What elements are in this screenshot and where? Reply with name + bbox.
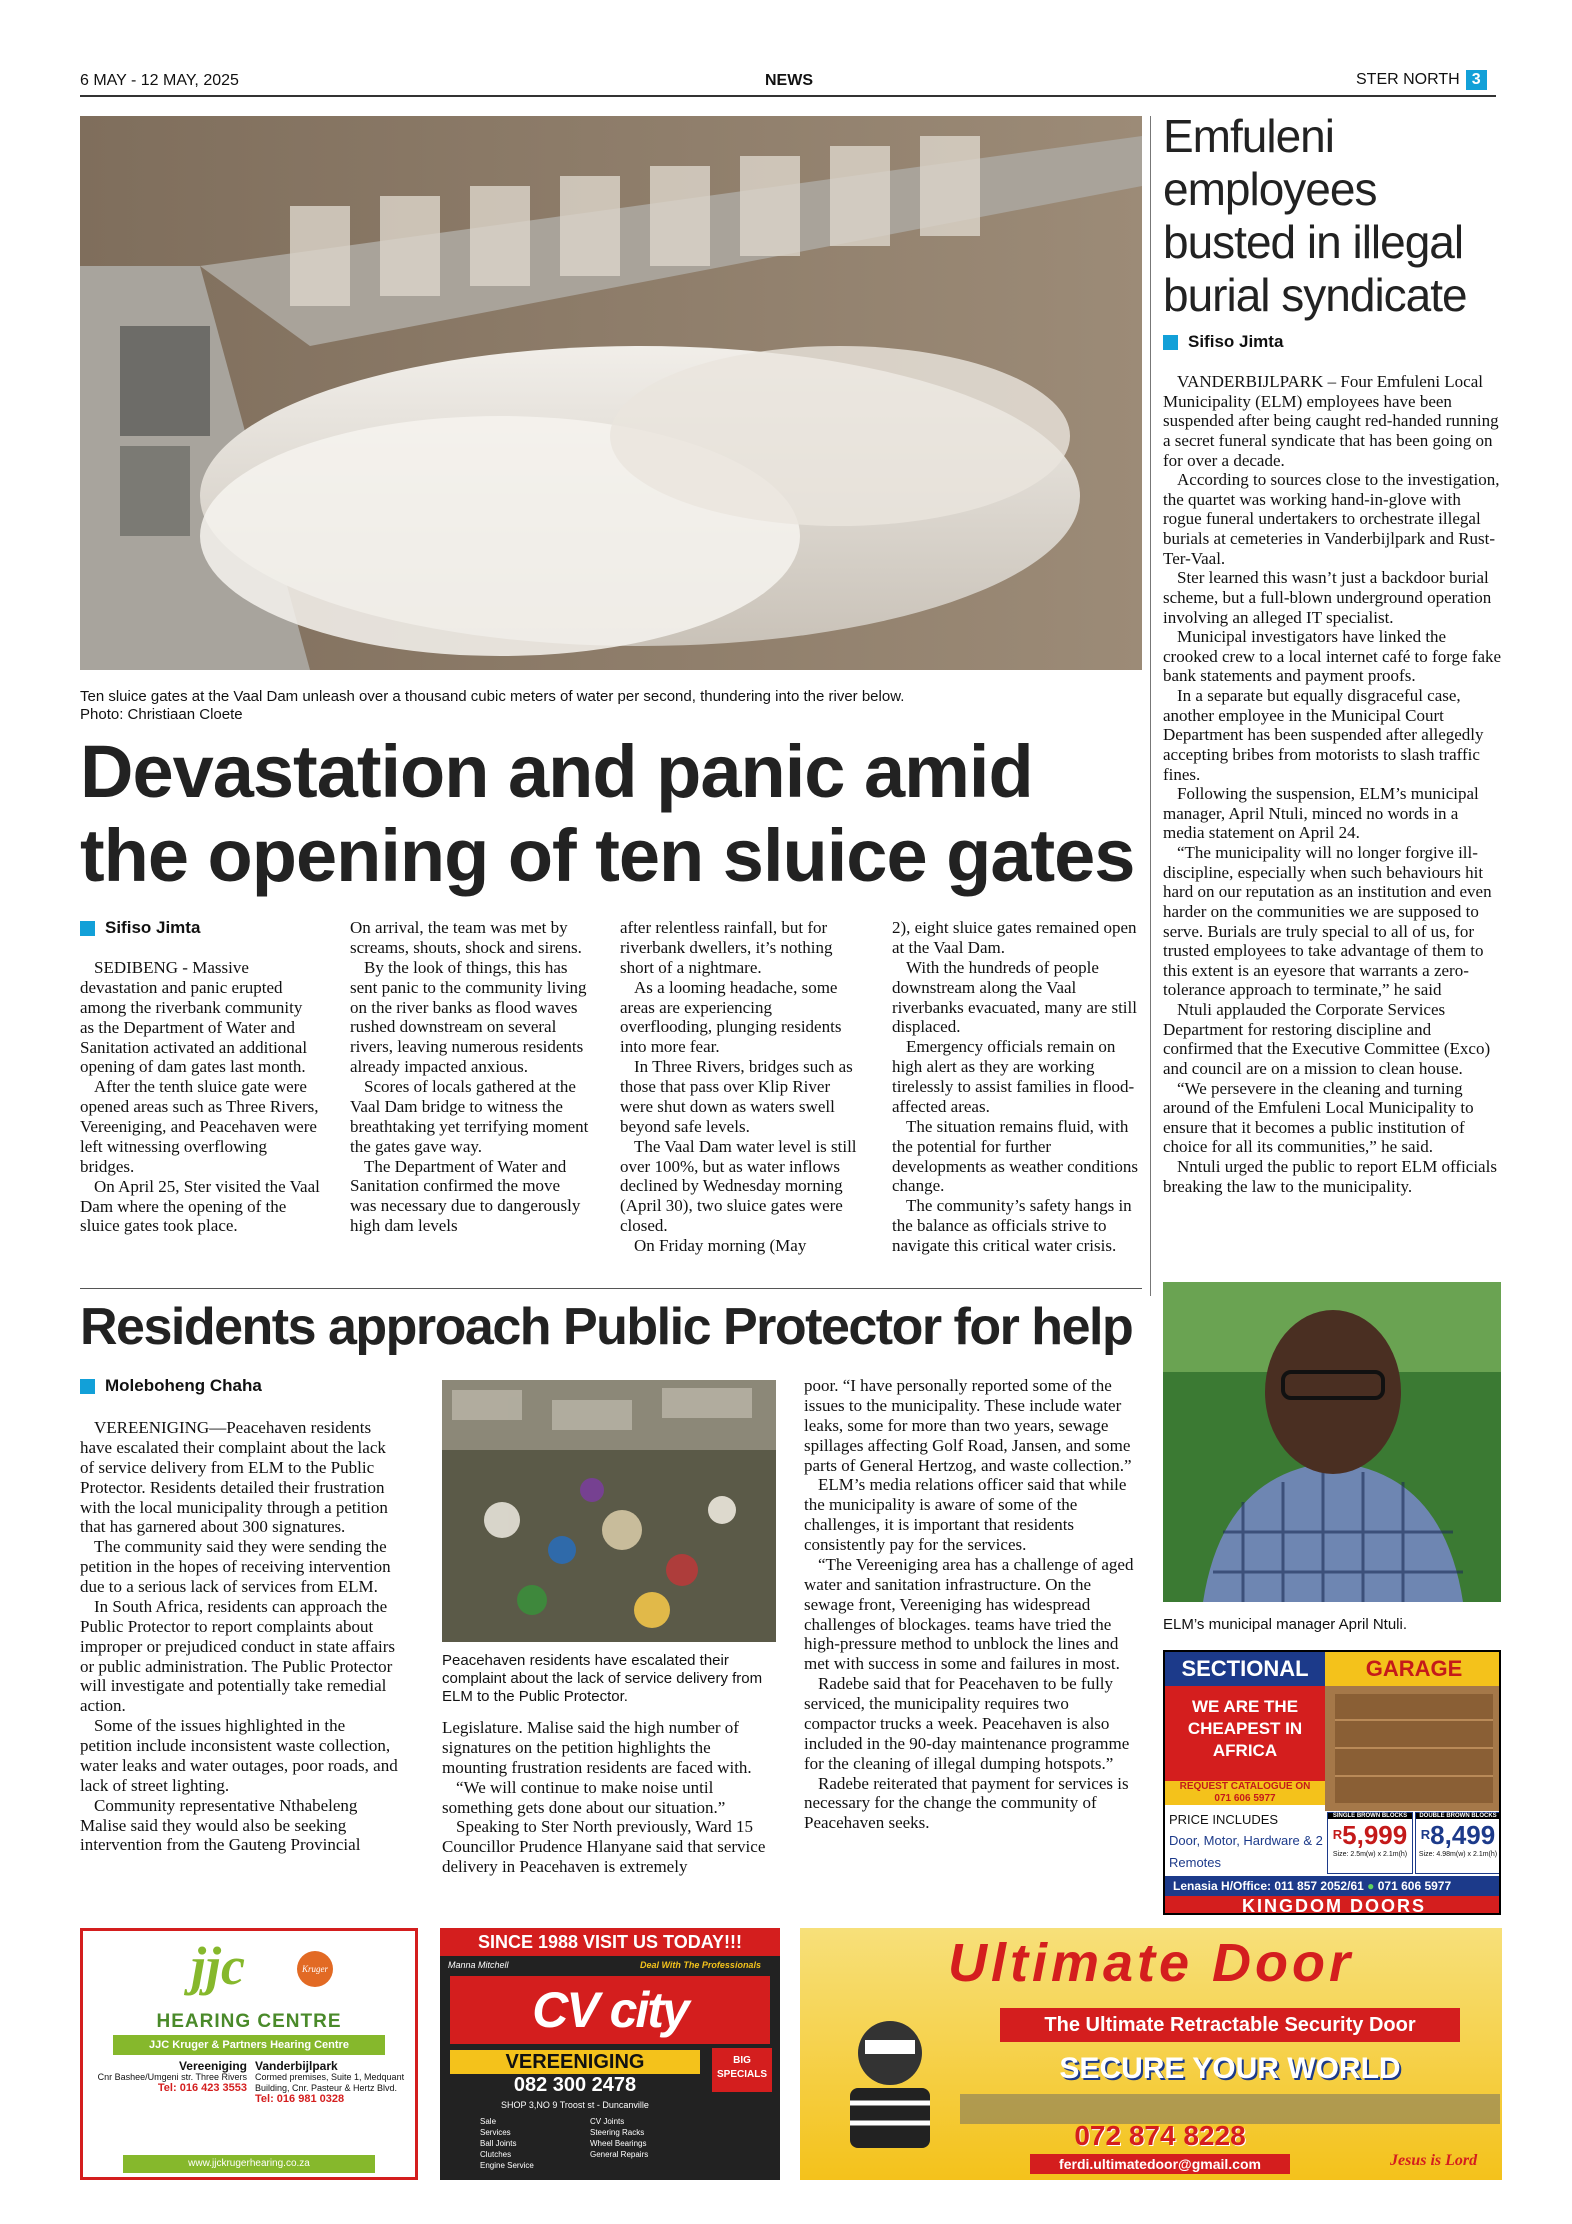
jjc-tel-1: Tel: 016 423 3553 [157, 2082, 247, 2094]
currency-symbol: R [1420, 1827, 1431, 1842]
page-number: 3 [1466, 70, 1487, 90]
cv-banner: SINCE 1988 VISIT US TODAY!!! [440, 1928, 780, 1956]
ultimate-motto: Jesus is Lord [1390, 2152, 1478, 2169]
paragraph: Ntuli applauded the Corporate Services Department for restoring discipline and confirmed that the Executive Committee (Exco) and council are on a mission to clean house. [1163, 1000, 1491, 1078]
paragraph: Ster learned this wasn’t just a backdoor burial scheme, but a full-blown underground operation involving an alleged IT specialist. [1163, 568, 1492, 627]
second-headline: Residents approach Public Protector for help [80, 1298, 1133, 1356]
office-phone: Lenasia H/Office: 011 857 2052/61 [1173, 1879, 1364, 1893]
paragraph: VANDERBIJLPARK – Four Emfuleni Local Municipality (ELM) employees have been suspended after being caught red-handed running a secret funeral syndicate that has been going on for over a decade. [1163, 372, 1499, 470]
cv-phone: 082 300 2478 [513, 2074, 637, 2096]
cv-deal: Deal With The Professionals [640, 1960, 761, 1970]
paragraph: Legislature. Malise said the high number of signatures on the petition highlights the mounting frustration residents are faced with. [442, 1718, 752, 1777]
ad-double-price-box [1415, 1812, 1501, 1874]
paragraph: The Department of Water and Sanitation confirmed the move was necessary due to dangerously high dam levels [350, 1156, 581, 1236]
paragraph: ELM’s media relations officer said that while the municipality is aware of some of the challenges, it is important that residents consistently pay for the services. [804, 1475, 1127, 1554]
side-byline-name: Sifiso Jimta [1188, 332, 1284, 351]
second-col-2 [442, 1718, 776, 1877]
jjc-name: HEARING CENTRE [156, 2011, 342, 2032]
paragraph: Scores of locals gathered at the Vaal Dam bridge to witness the breathtaking yet terrifying moment the gates gave way. [350, 1077, 589, 1156]
jjc-loc-2: Vanderbijlpark [255, 2059, 338, 2073]
paragraph: Following the suspension, ELM’s municipal manager, April Ntuli, minced no words in a media statement on April 24. [1163, 784, 1479, 843]
jjc-hearing-ad[interactable] [80, 1928, 418, 2180]
double-price: 8,499 [1430, 1820, 1496, 1850]
ultimate-tagline: The Ultimate Retractable Security Door [1000, 2008, 1460, 2042]
paragraph: After the tenth sluice gate were opened areas such as Three Rivers, Vereeniging, and Peacehaven were left witnessing overflowing bridges. [80, 1077, 319, 1176]
paragraph: The community’s safety hangs in the balance as officials strive to navigate this critical water crisis. [892, 1196, 1132, 1255]
cv-list-item: Ball Joints [480, 2139, 517, 2148]
jjc-branch-1 [89, 2061, 247, 2094]
cv-list-item: Sale [480, 2117, 497, 2126]
main-headline-line2: the opening of ten sluice gates [80, 814, 1135, 897]
ultimate-email[interactable]: ferdi.ultimatedoor@gmail.com [1030, 2154, 1290, 2174]
jjc-website[interactable]: www.jjckrugerhearing.co.za [123, 2155, 375, 2173]
paragraph: As a looming headache, some areas are experiencing overflooding, plunging residents into more fear. [620, 977, 842, 1057]
paragraph: Emergency officials remain on high alert as they are working tirelessly to assist families in flood-affected areas. [892, 1037, 1135, 1116]
paragraph: 2), eight sluice gates remained open at the Vaal Dam. [892, 918, 1137, 957]
paragraph: “We persevere in the cleaning and turning around of the Emfuleni Local Municipality to ensure that it becomes a public institution of choice for all its communities,” he said. [1163, 1078, 1474, 1157]
main-headline-line1: Devastation and panic amid [80, 730, 1033, 813]
cv-manager: Manna Mitchell [448, 1960, 509, 1970]
dam-photo-caption [80, 688, 1142, 724]
cv-list-item: General Repairs [590, 2150, 649, 2159]
dump-photo-caption: Peacehaven residents have escalated their complaint about the lack of service delivery from ELM to the Public Protector. [442, 1652, 763, 1705]
paragraph: In a separate but equally disgraceful case, another employee in the Municipal Court Department has been suspended after allegedly accepting bribes from motorists to slash traffic fines. [1163, 686, 1484, 784]
burglar-icon [820, 2008, 960, 2158]
paragraph: Community representative Nthabeleng Malise said they would also be seeking intervention from the Gauteng Provincial [80, 1795, 361, 1855]
jjc-tel-2: Tel: 016 981 0328 [255, 2093, 345, 2105]
byline-marker [80, 1379, 95, 1394]
cv-list-2 [590, 2116, 648, 2160]
main-byline [80, 918, 200, 938]
cv-list-item: Engine Service [480, 2161, 534, 2170]
main-col-3 [620, 918, 865, 1256]
cv-city-ad[interactable] [440, 1928, 780, 2180]
cv-list-item: Steering Racks [590, 2128, 645, 2137]
garage-door-panels [1335, 1694, 1493, 1803]
paragraph: Some of the issues highlighted in the petition include inconsistent waste collection, water leaks and water outages, poor roads, and lack of street lighting. [80, 1716, 398, 1795]
second-col-1 [80, 1418, 400, 1855]
ad-price-includes: PRICE INCLUDES [1169, 1812, 1279, 1827]
main-col-2 [350, 918, 590, 1236]
ad-single-price-box [1327, 1812, 1413, 1874]
main-col-1 [80, 958, 320, 1236]
header-rule [80, 95, 1496, 97]
ad-catalogue [1165, 1781, 1325, 1805]
catalogue-number: 071 606 5977 [1214, 1793, 1276, 1804]
jjc-loc-1: Vereeniging [178, 2059, 247, 2073]
second-byline [80, 1376, 262, 1396]
paragraph: According to sources close to the investigation, the quartet was working hand-in-glove with rogue funeral undertakers to orchestrate illegal burials at cemeteries in Vanderbijlpark and Rust-Ter-Vaal. [1163, 470, 1500, 568]
dump-photo [442, 1380, 776, 1642]
single-price: 5,999 [1342, 1820, 1408, 1850]
paragraph: Municipal investigators have linked the crooked crew to a local internet café to forge fake bank statements and payment proofs. [1163, 627, 1502, 686]
jjc-branch-2 [255, 2061, 411, 2105]
side-byline [1163, 332, 1283, 352]
whatsapp-number: 071 606 5977 [1377, 1879, 1452, 1893]
paragraph: Radebe said that for Peacehaven to be fully serviced, the municipality requires two compactor trucks a week. Peacehaven is also included in the 90-day maintenance programme for the cleaning of illegal dumping hotspots.” [804, 1674, 1130, 1773]
side-headline: Emfuleni employees busted in illegal burial syndicate [1163, 110, 1467, 321]
ad-office-bar [1165, 1876, 1501, 1896]
paragraph: The community said they were sending the petition in the hopes of receiving intervention due to a serious lack of services from ELM. [80, 1537, 391, 1596]
cv-list-item: Wheel Bearings [590, 2139, 647, 2148]
garage-door-image [1325, 1686, 1501, 1811]
cv-address: SHOP 3,NO 9 Troost st - Duncanville [501, 2100, 649, 2110]
ad-includes-list: Door, Motor, Hardware & 2 Remotes [1169, 1833, 1323, 1870]
second-byline-name: Moleboheng Chaha [105, 1376, 262, 1395]
issue-date: 6 MAY - 12 MAY, 2025 [80, 72, 239, 89]
paragraph: “The municipality will no longer forgive ill-discipline, especially when such behaviours hit hard on our reputation as an institution and even harder on the communities we are supposed to serve. Burials are truly special to all of us, for trusted employees to take advantage of them to this extent is an eyesore that warrants a zero-tolerance approach to terminate,” he said [1163, 843, 1492, 1000]
cv-list-item: CV Joints [590, 2117, 625, 2126]
paragraph: Speaking to Ster North previously, Ward 15 Councillor Prudence Hlanyane said that service delivery in Peacehaven is extremely [442, 1817, 766, 1877]
ultimate-phone: 072 874 8228 [1074, 2120, 1246, 2151]
whatsapp-icon: ● [1367, 1879, 1375, 1893]
section-divider [80, 1288, 1142, 1289]
paragraph: after relentless rainfall, but for riverbank dwellers, it’s nothing short of a nightmare. [620, 918, 833, 977]
paragraph: In Three Rivers, bridges such as those that pass over Klip River were shut down as waters swell beyond safe levels. [620, 1057, 853, 1136]
paragraph: “We will continue to make noise until something gets done about our situation.” [442, 1777, 726, 1817]
cv-list-1 [480, 2116, 534, 2171]
paragraph: The situation remains fluid, with the potential for further developments as weather conditions change. [892, 1116, 1138, 1196]
double-size: Size: 4.98m(w) x 2.1m(h) [1418, 1851, 1498, 1858]
ad-garage-title: GARAGE [1325, 1652, 1501, 1686]
paragraph: On arrival, the team was met by screams, shouts, shock and sirens. [350, 918, 582, 957]
jjc-addr-1: Cnr Bashee/Umgeni str. Three Rivers [97, 2072, 247, 2082]
paragraph: On Friday morning (May [634, 1236, 807, 1255]
dam-caption-text: Ten sluice gates at the Vaal Dam unleash over a thousand cubic meters of water per second, thundering into the river below. [80, 688, 905, 705]
cv-list-item: Services [480, 2128, 511, 2137]
paragraph: By the look of things, this has sent panic to the community living on the river banks as flood waves rushed downstream on several rivers, leaving numerous residents already impacted anxious. [350, 957, 587, 1077]
jjc-logo: jjc [191, 1936, 245, 1996]
byline-marker [80, 921, 95, 936]
currency-symbol: R [1332, 1827, 1343, 1842]
dam-photo-credit: Photo: Christiaan Cloete [80, 706, 243, 723]
byline-marker [1163, 335, 1178, 350]
ad-brand: KINGDOM DOORS [1165, 1896, 1501, 1915]
paragraph: poor. “I have personally reported some of the issues to the municipality. These include water leaks, some for more than two years, sewage spillages affecting Golf Road, Jansen, and some parts of General Hertzog, and waste collection.” [804, 1376, 1132, 1475]
paragraph: VEREENIGING—Peacehaven residents have escalated their complaint about the lack of service delivery from ELM to the Public Protector. Residents detailed their frustration with the local municipality through a petition that has garnered about 300 signatures. [80, 1418, 388, 1537]
cv-brand: CV city [450, 1976, 770, 2044]
single-label: SINGLE BROWN BLOCKS [1328, 1813, 1412, 1819]
paragraph: Nntuli urged the public to report ELM officials breaking the law to the municipality. [1163, 1157, 1497, 1196]
paragraph: Radebe reiterated that payment for services is necessary for the change the community of Peacehaven seeks. [804, 1773, 1129, 1833]
cv-specials: BIG SPECIALS [712, 2048, 772, 2092]
jjc-addr-2: Cormed premises, Suite 1, Medquant Building, Cnr. Pasteur & Hertz Blvd. [255, 2072, 405, 2093]
paper-title: STER NORTH [1356, 71, 1460, 88]
ultimate-slogan: SECURE YOUR WORLD [1059, 2052, 1401, 2085]
paragraph: On April 25, Ster visited the Vaal Dam where the opening of the sluice gates took place. [80, 1176, 320, 1236]
paragraph: “The Vereeniging area has a challenge of aged water and sanitation infrastructure. On the sewage front, Vereeniging has widespread challenges of blockages. teams have tried the high-pressure method to unblock the lines and met with success in some and failures in most. [804, 1554, 1134, 1674]
cv-list-item: Clutches [480, 2150, 512, 2159]
main-headline [80, 730, 1150, 898]
second-col-3 [804, 1376, 1144, 1833]
ntuli-caption: ELM’s municipal manager April Ntuli. [1163, 1616, 1407, 1633]
main-col-4 [892, 918, 1140, 1256]
jjc-logo-badge: Kruger [297, 1951, 333, 1987]
ad-sectional-title: SECTIONAL [1165, 1652, 1325, 1686]
ntuli-photo [1163, 1282, 1501, 1602]
ultimate-brand: Ultimate Door [947, 1933, 1355, 1993]
ultimate-door-ad[interactable] [800, 1928, 1502, 2180]
double-label: DOUBLE BROWN BLOCKS [1416, 1813, 1500, 1819]
paragraph: SEDIBENG - Massive devastation and panic erupted among the riverbank community as the Department of Water and Sanitation activated an additional opening of dam gates last month. [80, 958, 308, 1077]
cv-town: VEREENIGING [450, 2050, 700, 2074]
ad-cheapest: WE ARE THE CHEAPEST IN AFRICA [1165, 1686, 1325, 1781]
catalogue-label: REQUEST CATALOGUE ON [1179, 1781, 1311, 1792]
paragraph: In South Africa, residents can approach the Public Protector to report complaints about improper or prejudiced conduct in state affairs or public administration. The Public Protector will investigate and potentially take remedial action. [80, 1596, 396, 1716]
paper-name [1356, 70, 1487, 90]
garage-doors-ad[interactable] [1163, 1650, 1501, 1915]
dam-photo [80, 116, 1142, 670]
section-label: NEWS [765, 72, 813, 89]
single-size: Size: 2.5m(w) x 2.1m(h) [1332, 1851, 1408, 1858]
side-body [1163, 372, 1503, 1196]
paragraph: The Vaal Dam water level is still over 100%, but as water inflows declined by Wednesday morning (April 30), two sluice gates were closed. [620, 1136, 857, 1236]
paragraph: With the hundreds of people downstream along the Vaal riverbanks evacuated, many are still displaced. [892, 957, 1137, 1037]
jjc-partners: JJC Kruger & Partners Hearing Centre [113, 2035, 385, 2055]
column-divider [1150, 116, 1151, 1296]
main-byline-name: Sifiso Jimta [105, 918, 201, 937]
